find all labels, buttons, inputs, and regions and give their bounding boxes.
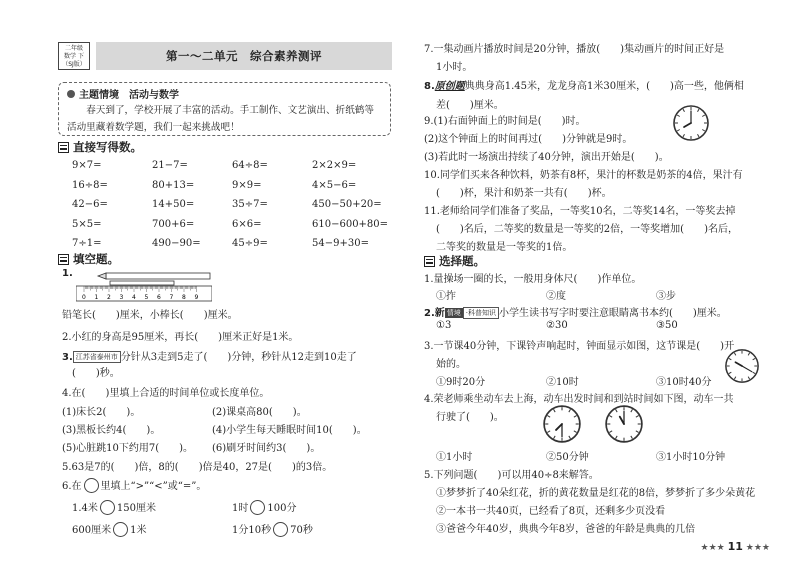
calc-item[interactable]: 4×5−6= xyxy=(312,179,357,191)
calc-row xyxy=(72,195,392,215)
question-6-text: 6.在 xyxy=(62,481,82,492)
pencil-tip xyxy=(98,273,106,279)
choice-option[interactable]: ①拃 xyxy=(436,291,456,302)
question-8-text: 典典身高1.45米，龙龙身高1米30厘米，( )高一些，他俩相 xyxy=(464,81,744,92)
section-icon xyxy=(58,254,69,265)
decor-stars: ★★★ xyxy=(745,543,770,553)
q4-item: (6)刷牙时间约3( )。 xyxy=(212,443,321,454)
calc-item[interactable]: 450−50+20= xyxy=(312,199,382,210)
ruler-pencil-figure xyxy=(76,272,212,302)
question-6-text: 里填上“>”“<”或“=”。 xyxy=(100,481,207,492)
question-9-3: (3)若此时一场演出持续了40分钟，演出开始是( )。 xyxy=(424,152,669,163)
compare-left: 1分10秒 xyxy=(232,525,272,536)
grade-tag-line: 数学 下 xyxy=(64,53,84,60)
calc-item[interactable]: 21−7= xyxy=(152,160,188,171)
calc-item[interactable]: 64÷8= xyxy=(232,160,268,171)
compare-left: 1.4米 xyxy=(72,503,98,514)
calc-item[interactable]: 2×2×9= xyxy=(312,160,357,171)
question-number: 3. xyxy=(62,352,73,363)
calc-item[interactable]: 6×6= xyxy=(232,218,262,230)
decor-stars: ★★★ xyxy=(700,543,725,553)
choice-option[interactable]: ③50 xyxy=(656,320,678,331)
choice-option[interactable]: ③步 xyxy=(656,291,676,302)
section-icon xyxy=(58,142,69,153)
compare-item xyxy=(72,521,146,537)
choice-option[interactable]: ③1小时10分钟 xyxy=(656,452,726,463)
calc-grid xyxy=(72,156,392,254)
section-1-heading xyxy=(58,139,142,155)
choice-option[interactable]: ①1小时 xyxy=(436,452,473,463)
compare-right: 1米 xyxy=(130,525,147,536)
choice-option[interactable]: ②10时 xyxy=(546,377,579,388)
question-11: 11.老师给同学们准备了奖品，一等奖10名，二等奖14名，一等奖去掉 xyxy=(424,206,736,217)
choice-3-cont: 始的。 xyxy=(436,359,466,370)
question-2: 2.小红的身高是95厘米，再长( )厘米正好是1米。 xyxy=(62,332,299,343)
theme-label: 主题情境 活动与数学 xyxy=(79,90,179,101)
ruler-label: 6 xyxy=(157,294,161,301)
theme-box xyxy=(58,82,391,136)
ruler-label: 2 xyxy=(107,294,111,301)
section-1-title: 直接写得数。 xyxy=(73,140,142,154)
calc-item[interactable]: 35÷7= xyxy=(232,199,268,210)
choice-option[interactable]: ③爸爸今年40岁，典典今年8岁，爸爸的年龄是典典的几倍 xyxy=(436,524,696,535)
question-number: 2. xyxy=(424,308,435,319)
compare-circle-icon xyxy=(84,478,99,493)
theme-heading xyxy=(67,86,382,101)
question-3-text: 分针从3走到5走了( )分钟，秒针从12走到10走了 xyxy=(120,352,357,363)
grade-tag-line: 二年级 xyxy=(64,45,83,52)
question-1-text: 铅笔长( )厘米，小棒长( )厘米。 xyxy=(62,310,238,321)
ruler-label: 0 xyxy=(82,294,86,301)
calc-item[interactable]: 610−600+80= xyxy=(312,218,389,230)
choice-2-text: 小学生读书写字时要注意眼睛离书本约( )厘米。 xyxy=(499,308,727,319)
arrival-clock-icon xyxy=(604,404,644,444)
calc-item[interactable]: 9×7= xyxy=(72,160,102,171)
question-11-cont: 二等奖的数量是一等奖的1倍。 xyxy=(436,242,573,253)
compare-circle[interactable] xyxy=(113,522,128,537)
question-10-cont: ( )杯，果汁和奶茶一共有( )杯。 xyxy=(436,188,612,199)
choice-4: 4.荣老师乘坐动车去上海，动车出发时间和到站时间如下图，动车一共 xyxy=(424,394,734,405)
calc-item[interactable]: 54−9+30= xyxy=(312,238,369,249)
q4-item: (3)黑板长约4( )。 xyxy=(62,425,161,436)
choice-option[interactable]: ②一本书一共40页，已经看了8页，还剩多少页没看 xyxy=(436,506,666,517)
compare-item xyxy=(72,499,156,515)
compare-circle[interactable] xyxy=(273,522,288,537)
compare-left: 1时 xyxy=(232,503,249,514)
departure-clock-icon xyxy=(542,404,582,444)
choice-4-cont: 行驶了( )。 xyxy=(436,412,504,423)
grade-tag-line: （SJ版） xyxy=(62,61,86,68)
calc-row xyxy=(72,234,392,254)
choice-option[interactable]: ③10时40分 xyxy=(656,377,712,388)
calc-item[interactable]: 490−90= xyxy=(152,238,201,249)
calc-item[interactable]: 80+13= xyxy=(152,179,195,191)
compare-right: 70秒 xyxy=(290,525,313,536)
clock-icon xyxy=(672,104,710,142)
new-tag: 新 xyxy=(434,308,445,319)
section-2-title: 填空题。 xyxy=(73,252,119,266)
question-10: 10.同学们买来各种饮料，奶茶有8杯，果汁的杯数是奶茶的4倍，果汁有 xyxy=(424,170,743,181)
calc-item[interactable]: 16÷8= xyxy=(72,179,108,191)
question-number: 1. xyxy=(62,268,73,279)
compare-right: 100分 xyxy=(267,503,297,514)
theme-text: 春天到了，学校开展了丰富的活动。手工制作、文艺演出、折纸鹤等活动里藏着数学题，我们一起来挑战吧！ xyxy=(67,105,374,133)
ruler-label: 4 xyxy=(132,294,136,301)
section-3-title: 选择题。 xyxy=(439,254,485,268)
calc-item[interactable]: 7÷1= xyxy=(72,238,102,249)
page-title: 第一～二单元 综合素养测评 xyxy=(96,42,392,70)
choice-option[interactable]: ②50分钟 xyxy=(546,452,589,463)
choice-option[interactable]: ②度 xyxy=(546,291,566,302)
choice-option[interactable]: ①3 xyxy=(436,320,452,331)
ruler-label: 7 xyxy=(169,294,174,301)
compare-right: 150厘米 xyxy=(116,503,156,514)
ruler-label: 3 xyxy=(119,294,124,301)
question-8-cont: 差( )厘米。 xyxy=(436,100,504,111)
page-number xyxy=(701,540,771,553)
calc-row xyxy=(72,215,392,235)
original-tag: 原创题 xyxy=(434,81,465,92)
ruler-label: 1 xyxy=(94,294,99,301)
pencil xyxy=(106,273,210,279)
question-7-cont: 1小时。 xyxy=(436,62,473,73)
science-tag: ·科普知识 xyxy=(463,307,499,319)
calc-row xyxy=(72,176,392,196)
source-tag: 江苏省泰州市 xyxy=(73,351,121,363)
compare-circle[interactable] xyxy=(100,500,115,515)
question-3-text-cont: ( )秒。 xyxy=(72,368,120,379)
calc-item[interactable]: 700+6= xyxy=(152,218,195,230)
calc-row xyxy=(72,156,392,176)
question-4: 4.在( )里填上合适的时间单位或长度单位。 xyxy=(62,388,270,399)
question-5: 5.63是7的( )倍，8的( )倍是40，27是( )的3倍。 xyxy=(62,462,333,473)
question-9-1: 9.(1)右面钟面上的时间是( )时。 xyxy=(424,116,586,127)
ruler-label: 8 xyxy=(182,294,186,301)
q4-item: (2)课桌高80( )。 xyxy=(212,407,307,418)
calc-item[interactable]: 9×9= xyxy=(232,179,262,191)
ruler-label: 5 xyxy=(144,294,149,301)
question-7: 7.一集动画片播放时间是20分钟，播放( )集动画片的时间正好是 xyxy=(424,44,725,55)
calc-item[interactable]: 5×5= xyxy=(72,218,102,230)
question-6 xyxy=(62,477,206,493)
grade-tag xyxy=(58,42,90,70)
choice-option[interactable]: ②30 xyxy=(546,320,568,331)
stick xyxy=(110,281,174,285)
question-number: 8. xyxy=(424,81,435,92)
compare-left: 600厘米 xyxy=(72,525,112,536)
question-11-cont: ( )名后，二等奖的数量是一等奖的2倍，一等奖增加( )名后， xyxy=(436,224,738,235)
section-2-heading xyxy=(58,251,119,267)
ruler-label: 9 xyxy=(194,294,199,301)
context-tag: 情境 xyxy=(446,309,461,317)
calc-item[interactable]: 45÷9= xyxy=(232,238,268,249)
q4-item: (5)心脏跳10下约用7( )。 xyxy=(62,443,194,454)
q4-item: (1)床长2( )。 xyxy=(62,407,141,418)
choice-option[interactable]: ①梦梦折了40朵红花，折的黄花数量是红花的8倍，梦梦折了多少朵黄花 xyxy=(436,488,756,499)
choice-option[interactable]: ①9时20分 xyxy=(436,377,486,388)
calc-item[interactable]: 42−6= xyxy=(72,199,108,210)
choice-5: 5.下列问题( )可以用40÷8来解答。 xyxy=(424,470,599,481)
question-8 xyxy=(424,77,744,92)
bullet-icon xyxy=(67,90,75,98)
compare-circle[interactable] xyxy=(250,500,265,515)
page-number-value: 11 xyxy=(727,540,743,553)
calc-item[interactable]: 14+50= xyxy=(152,199,195,210)
choice-1: 1.量操场一圈的长，一般用身体尺( )作单位。 xyxy=(424,274,642,285)
question-3 xyxy=(62,348,357,363)
question-9-2: (2)这个钟面上的时间再过( )分钟就是9时。 xyxy=(424,134,633,145)
compare-item xyxy=(232,521,313,537)
clock-icon xyxy=(724,348,760,384)
choice-2 xyxy=(424,304,727,319)
section-3-heading xyxy=(424,253,485,269)
choice-3: 3.一节课40分钟，下课铃声响起时，钟面显示如图，这节课是( )开 xyxy=(424,341,735,352)
section-icon xyxy=(424,256,435,267)
q4-item: (4)小学生每天睡眠时间10( )。 xyxy=(212,425,367,436)
compare-item xyxy=(232,499,296,515)
